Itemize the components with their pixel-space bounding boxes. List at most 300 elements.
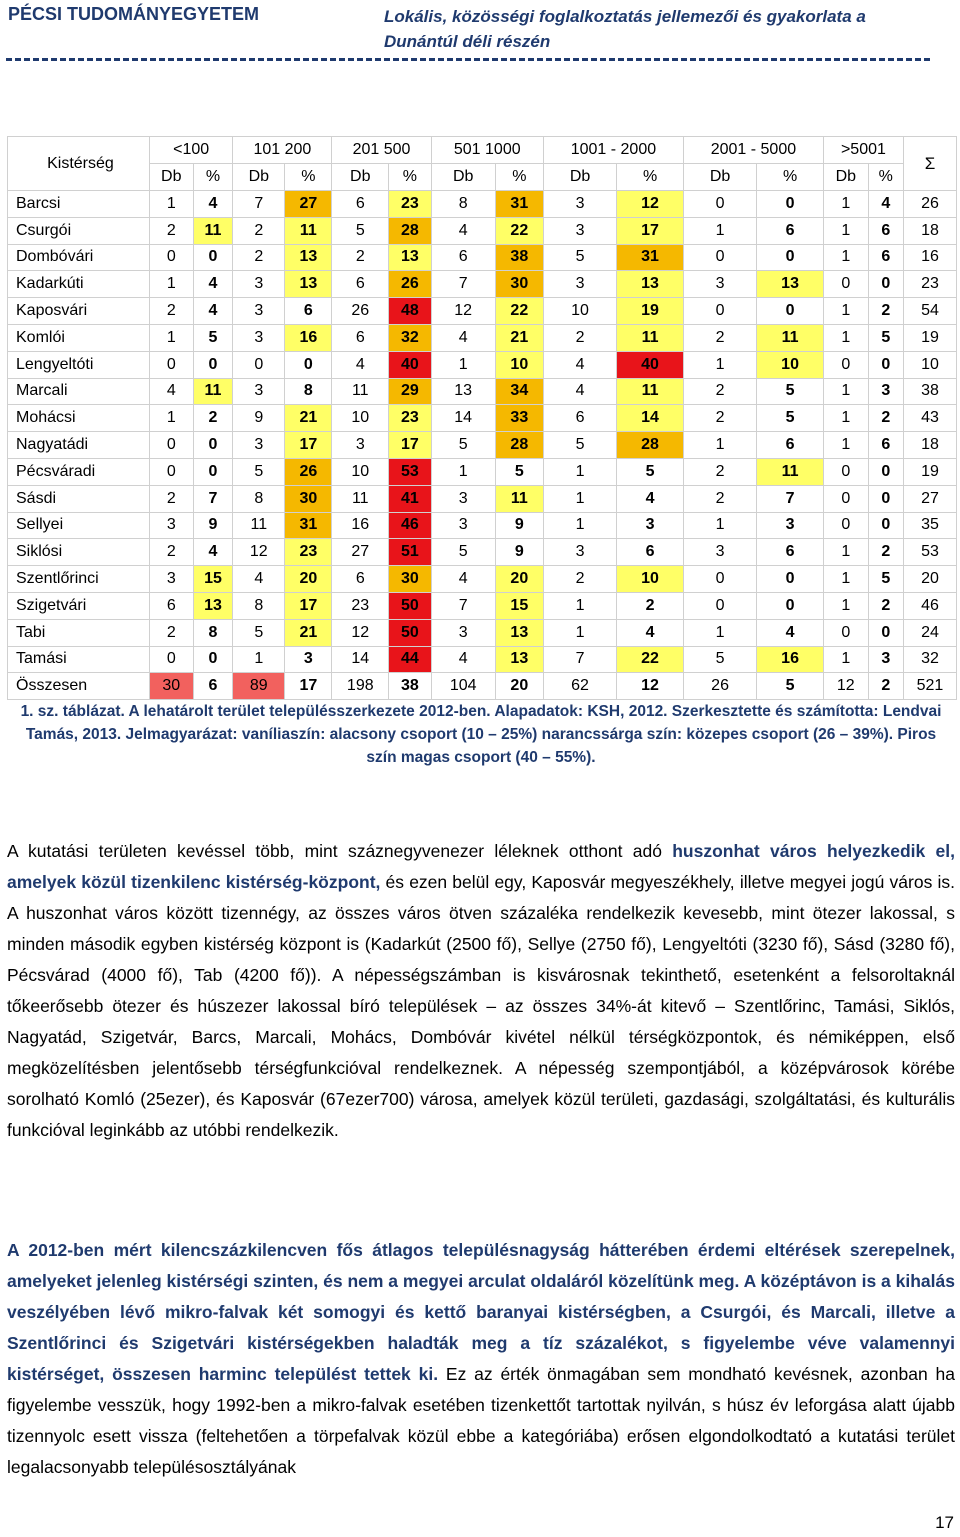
percent-cell: 31 <box>285 512 332 539</box>
count-cell: 1 <box>683 351 756 378</box>
count-cell: 4 <box>149 378 193 405</box>
count-cell: 4 <box>431 566 495 593</box>
table-row <box>8 619 957 646</box>
count-cell: 3 <box>149 566 193 593</box>
count-cell: 1 <box>683 217 756 244</box>
percent-cell: 2 <box>617 592 684 619</box>
percent-cell: 33 <box>495 405 543 432</box>
count-cell: 1 <box>823 324 868 351</box>
percent-cell: 11 <box>757 324 824 351</box>
count-cell: 2 <box>149 539 193 566</box>
count-cell: 6 <box>332 566 389 593</box>
count-cell: 7 <box>431 271 495 298</box>
percent-cell: 40 <box>389 351 432 378</box>
count-cell: 4 <box>332 351 389 378</box>
table-row <box>8 512 957 539</box>
count-cell: 0 <box>823 619 868 646</box>
percent-cell: 21 <box>285 405 332 432</box>
percent-cell: 0 <box>868 271 903 298</box>
percent-cell: 12 <box>617 673 684 700</box>
table-row <box>8 566 957 593</box>
count-cell: 1 <box>543 458 616 485</box>
percent-cell: 5 <box>868 566 903 593</box>
percent-cell: 5 <box>495 458 543 485</box>
row-label: Összesen <box>8 673 150 700</box>
count-cell: 2 <box>233 244 285 271</box>
sub-header: Db <box>332 164 389 191</box>
percent-cell: 3 <box>617 512 684 539</box>
percent-cell: 41 <box>389 485 432 512</box>
count-cell: 0 <box>149 458 193 485</box>
count-cell: 9 <box>233 405 285 432</box>
percent-cell: 21 <box>285 619 332 646</box>
paragraph-1 <box>7 836 955 1146</box>
sub-header: Db <box>823 164 868 191</box>
sub-header: Db <box>233 164 285 191</box>
count-cell: 3 <box>543 217 616 244</box>
percent-cell: 0 <box>193 432 233 459</box>
count-cell: 2 <box>149 485 193 512</box>
count-cell: 3 <box>683 539 756 566</box>
count-cell: 1 <box>823 592 868 619</box>
count-cell: 0 <box>683 592 756 619</box>
document-title: Lokális, közösségi foglalkoztatás jellemezői és gyakorlata a Dunántúl déli részén <box>384 7 866 51</box>
percent-cell: 22 <box>617 646 684 673</box>
sum-cell: 16 <box>903 244 956 271</box>
row-label: Szentlőrinci <box>8 566 150 593</box>
percent-cell: 31 <box>617 244 684 271</box>
sum-cell: 18 <box>903 217 956 244</box>
row-label: Csurgói <box>8 217 150 244</box>
count-cell: 0 <box>233 351 285 378</box>
sum-cell: 43 <box>903 405 956 432</box>
sum-cell: 27 <box>903 485 956 512</box>
percent-cell: 3 <box>868 378 903 405</box>
row-label: Mohácsi <box>8 405 150 432</box>
percent-cell: 17 <box>285 673 332 700</box>
percent-cell: 13 <box>757 271 824 298</box>
row-label: Tamási <box>8 646 150 673</box>
count-cell: 7 <box>431 592 495 619</box>
count-cell: 0 <box>823 458 868 485</box>
corner-header: Kistérség <box>8 137 150 191</box>
sum-cell: 10 <box>903 351 956 378</box>
count-cell: 0 <box>149 646 193 673</box>
percent-cell: 10 <box>757 351 824 378</box>
percent-cell: 38 <box>389 673 432 700</box>
percent-cell: 6 <box>757 539 824 566</box>
count-cell: 1 <box>543 592 616 619</box>
count-cell: 1 <box>543 512 616 539</box>
percent-cell: 17 <box>285 592 332 619</box>
count-cell: 11 <box>332 378 389 405</box>
count-cell: 6 <box>543 405 616 432</box>
count-cell: 4 <box>543 378 616 405</box>
count-cell: 2 <box>332 244 389 271</box>
count-cell: 3 <box>543 191 616 218</box>
percent-cell: 3 <box>868 646 903 673</box>
sub-header: % <box>389 164 432 191</box>
percent-cell: 2 <box>868 539 903 566</box>
count-cell: 3 <box>332 432 389 459</box>
table-row <box>8 217 957 244</box>
group-header: <100 <box>149 137 232 164</box>
percent-cell: 5 <box>193 324 233 351</box>
percent-cell: 5 <box>757 378 824 405</box>
count-cell: 14 <box>332 646 389 673</box>
count-cell: 30 <box>149 673 193 700</box>
count-cell: 198 <box>332 673 389 700</box>
sub-header: % <box>868 164 903 191</box>
count-cell: 1 <box>431 351 495 378</box>
sum-cell: 26 <box>903 191 956 218</box>
count-cell: 2 <box>149 619 193 646</box>
count-cell: 16 <box>332 512 389 539</box>
percent-cell: 26 <box>285 458 332 485</box>
percent-cell: 40 <box>617 351 684 378</box>
count-cell: 1 <box>823 217 868 244</box>
percent-cell: 30 <box>495 271 543 298</box>
count-cell: 6 <box>332 191 389 218</box>
count-cell: 5 <box>683 646 756 673</box>
percent-cell: 11 <box>193 217 233 244</box>
percent-cell: 9 <box>193 512 233 539</box>
percent-cell: 13 <box>285 244 332 271</box>
sum-cell: 18 <box>903 432 956 459</box>
percent-cell: 50 <box>389 619 432 646</box>
paragraph-2 <box>7 1235 955 1483</box>
count-cell: 0 <box>683 566 756 593</box>
table-row <box>8 646 957 673</box>
sum-header: Σ <box>903 137 956 191</box>
percent-cell: 13 <box>193 592 233 619</box>
percent-cell: 51 <box>389 539 432 566</box>
percent-cell: 0 <box>193 351 233 378</box>
percent-cell: 22 <box>495 298 543 325</box>
percent-cell: 0 <box>757 298 824 325</box>
percent-cell: 11 <box>495 485 543 512</box>
count-cell: 0 <box>683 298 756 325</box>
table-row <box>8 485 957 512</box>
count-cell: 1 <box>823 566 868 593</box>
row-label: Kaposvári <box>8 298 150 325</box>
count-cell: 3 <box>233 324 285 351</box>
count-cell: 4 <box>431 217 495 244</box>
percent-cell: 4 <box>193 271 233 298</box>
percent-cell: 17 <box>617 217 684 244</box>
count-cell: 10 <box>332 405 389 432</box>
count-cell: 1 <box>543 485 616 512</box>
row-label: Lengyeltóti <box>8 351 150 378</box>
percent-cell: 0 <box>757 566 824 593</box>
count-cell: 3 <box>683 271 756 298</box>
count-cell: 1 <box>233 646 285 673</box>
count-cell: 8 <box>431 191 495 218</box>
table-row <box>8 673 957 700</box>
percent-cell: 23 <box>389 191 432 218</box>
percent-cell: 2 <box>868 592 903 619</box>
percent-cell: 11 <box>757 458 824 485</box>
sub-header: % <box>757 164 824 191</box>
percent-cell: 50 <box>389 592 432 619</box>
percent-cell: 6 <box>617 539 684 566</box>
percent-cell: 14 <box>617 405 684 432</box>
percent-cell: 15 <box>193 566 233 593</box>
table-row <box>8 432 957 459</box>
count-cell: 0 <box>823 512 868 539</box>
count-cell: 4 <box>431 324 495 351</box>
row-label: Pécsváradi <box>8 458 150 485</box>
table-row <box>8 351 957 378</box>
percent-cell: 21 <box>495 324 543 351</box>
row-label: Siklósi <box>8 539 150 566</box>
percent-cell: 28 <box>617 432 684 459</box>
count-cell: 3 <box>543 271 616 298</box>
percent-cell: 6 <box>193 673 233 700</box>
sum-cell: 24 <box>903 619 956 646</box>
sum-cell: 19 <box>903 324 956 351</box>
table-row <box>8 539 957 566</box>
count-cell: 23 <box>332 592 389 619</box>
header-divider <box>6 58 930 61</box>
count-cell: 104 <box>431 673 495 700</box>
count-cell: 2 <box>233 217 285 244</box>
sub-header: % <box>617 164 684 191</box>
table-row <box>8 592 957 619</box>
count-cell: 1 <box>683 512 756 539</box>
percent-cell: 0 <box>757 592 824 619</box>
percent-cell: 17 <box>285 432 332 459</box>
percent-cell: 0 <box>757 244 824 271</box>
table-row <box>8 324 957 351</box>
settlement-structure-table <box>7 136 957 700</box>
count-cell: 8 <box>233 592 285 619</box>
percent-cell: 4 <box>757 619 824 646</box>
count-cell: 27 <box>332 539 389 566</box>
count-cell: 11 <box>233 512 285 539</box>
percent-cell: 3 <box>757 512 824 539</box>
percent-cell: 5 <box>757 405 824 432</box>
row-label: Kadarkúti <box>8 271 150 298</box>
count-cell: 7 <box>543 646 616 673</box>
count-cell: 1 <box>149 324 193 351</box>
group-header: 1001 - 2000 <box>543 137 683 164</box>
percent-cell: 6 <box>757 217 824 244</box>
count-cell: 4 <box>233 566 285 593</box>
count-cell: 3 <box>233 432 285 459</box>
count-cell: 0 <box>683 191 756 218</box>
percent-cell: 11 <box>617 378 684 405</box>
table-row <box>8 458 957 485</box>
count-cell: 5 <box>431 539 495 566</box>
count-cell: 10 <box>332 458 389 485</box>
count-cell: 1 <box>683 619 756 646</box>
percent-cell: 38 <box>495 244 543 271</box>
count-cell: 1 <box>823 539 868 566</box>
row-label: Dombóvári <box>8 244 150 271</box>
percent-cell: 2 <box>868 673 903 700</box>
count-cell: 5 <box>543 432 616 459</box>
count-cell: 3 <box>543 539 616 566</box>
table-row <box>8 271 957 298</box>
count-cell: 1 <box>823 405 868 432</box>
percent-cell: 5 <box>868 324 903 351</box>
count-cell: 26 <box>683 673 756 700</box>
row-label: Sásdi <box>8 485 150 512</box>
sub-header: % <box>285 164 332 191</box>
count-cell: 14 <box>431 405 495 432</box>
paragraph-1-text-a: A kutatási területen kevéssel több, mint száznegyvenezer léleknek otthont adó <box>7 841 673 861</box>
sum-cell: 54 <box>903 298 956 325</box>
percent-cell: 13 <box>389 244 432 271</box>
percent-cell: 6 <box>757 432 824 459</box>
percent-cell: 2 <box>868 298 903 325</box>
group-header: 201 500 <box>332 137 431 164</box>
sum-cell: 20 <box>903 566 956 593</box>
percent-cell: 7 <box>757 485 824 512</box>
percent-cell: 8 <box>193 619 233 646</box>
count-cell: 13 <box>431 378 495 405</box>
percent-cell: 0 <box>757 191 824 218</box>
percent-cell: 11 <box>193 378 233 405</box>
percent-cell: 32 <box>389 324 432 351</box>
percent-cell: 30 <box>285 485 332 512</box>
count-cell: 2 <box>683 458 756 485</box>
sum-cell: 53 <box>903 539 956 566</box>
percent-cell: 8 <box>285 378 332 405</box>
count-cell: 1 <box>543 619 616 646</box>
table-row <box>8 405 957 432</box>
sum-cell: 521 <box>903 673 956 700</box>
row-label: Barcsi <box>8 191 150 218</box>
sum-cell: 19 <box>903 458 956 485</box>
percent-cell: 46 <box>389 512 432 539</box>
count-cell: 1 <box>823 646 868 673</box>
percent-cell: 23 <box>285 539 332 566</box>
percent-cell: 31 <box>495 191 543 218</box>
row-label: Tabi <box>8 619 150 646</box>
percent-cell: 20 <box>285 566 332 593</box>
count-cell: 5 <box>332 217 389 244</box>
count-cell: 12 <box>823 673 868 700</box>
percent-cell: 16 <box>285 324 332 351</box>
count-cell: 2 <box>683 378 756 405</box>
sum-cell: 38 <box>903 378 956 405</box>
percent-cell: 0 <box>868 619 903 646</box>
paragraph-1-highlight: huszonhat város helyezkedik el, amelyek közül tizenkilenc kistérség-központ, <box>7 841 956 892</box>
count-cell: 2 <box>683 324 756 351</box>
count-cell: 1 <box>149 405 193 432</box>
sub-header: Db <box>683 164 756 191</box>
count-cell: 0 <box>823 351 868 378</box>
percent-cell: 4 <box>617 485 684 512</box>
count-cell: 2 <box>683 405 756 432</box>
count-cell: 3 <box>233 378 285 405</box>
count-cell: 6 <box>149 592 193 619</box>
sum-cell: 35 <box>903 512 956 539</box>
percent-cell: 28 <box>495 432 543 459</box>
percent-cell: 28 <box>389 217 432 244</box>
count-cell: 2 <box>149 217 193 244</box>
percent-cell: 5 <box>617 458 684 485</box>
count-cell: 7 <box>233 191 285 218</box>
count-cell: 3 <box>233 298 285 325</box>
percent-cell: 6 <box>868 432 903 459</box>
percent-cell: 27 <box>285 191 332 218</box>
count-cell: 2 <box>543 566 616 593</box>
count-cell: 5 <box>233 619 285 646</box>
percent-cell: 9 <box>495 512 543 539</box>
percent-cell: 44 <box>389 646 432 673</box>
percent-cell: 11 <box>285 217 332 244</box>
sub-header: % <box>495 164 543 191</box>
percent-cell: 0 <box>868 485 903 512</box>
count-cell: 12 <box>233 539 285 566</box>
percent-cell: 53 <box>389 458 432 485</box>
group-header: 501 1000 <box>431 137 543 164</box>
percent-cell: 19 <box>617 298 684 325</box>
count-cell: 6 <box>332 324 389 351</box>
count-cell: 5 <box>543 244 616 271</box>
percent-cell: 13 <box>495 619 543 646</box>
percent-cell: 34 <box>495 378 543 405</box>
percent-cell: 12 <box>617 191 684 218</box>
paragraph-2-text: Ez az érték önmagában sem mondható kevésnek, azonban ha figyelembe vesszük, hogy 1992-ben a mikro-falvak esetében tizenkettőt tartottak nyilván, s húsz év leforgása alatt újabb tizennyolc esett vissza (feltehetően a törpefalvak közül ebbe a kategóriába) erősen elgondolkodtató a kutatási terület legalacsonyabb településosztályának <box>7 1364 955 1477</box>
percent-cell: 13 <box>285 271 332 298</box>
percent-cell: 15 <box>495 592 543 619</box>
table-row <box>8 244 957 271</box>
percent-cell: 5 <box>757 673 824 700</box>
percent-cell: 3 <box>285 646 332 673</box>
row-label: Nagyatádi <box>8 432 150 459</box>
university-name: PÉCSI TUDOMÁNYEGYETEM <box>8 4 260 24</box>
table-caption: 1. sz. táblázat. A lehatárolt terület településszerkezete 2012-ben. Alapadatok: KSH, 2012. Szerkesztette és számította: Lendvai Tamás, 2013. Jelmagyarázat: vaníliaszín: alacsony csoport (10 – 25%) narancssárga szín: közepes csoport (26 – 39%). Piros szín magas csoport (40 – 55%). <box>20 703 942 766</box>
percent-cell: 22 <box>495 217 543 244</box>
percent-cell: 20 <box>495 566 543 593</box>
percent-cell: 4 <box>193 191 233 218</box>
group-header: 2001 - 5000 <box>683 137 823 164</box>
percent-cell: 0 <box>193 244 233 271</box>
percent-cell: 2 <box>868 405 903 432</box>
sub-header: % <box>193 164 233 191</box>
percent-cell: 9 <box>495 539 543 566</box>
percent-cell: 4 <box>193 298 233 325</box>
count-cell: 3 <box>149 512 193 539</box>
percent-cell: 0 <box>868 351 903 378</box>
page-number: 17 <box>935 1513 954 1532</box>
count-cell: 1 <box>149 191 193 218</box>
percent-cell: 23 <box>389 405 432 432</box>
percent-cell: 13 <box>617 271 684 298</box>
percent-cell: 4 <box>193 539 233 566</box>
count-cell: 6 <box>431 244 495 271</box>
count-cell: 10 <box>543 298 616 325</box>
row-label: Sellyei <box>8 512 150 539</box>
sum-cell: 32 <box>903 646 956 673</box>
count-cell: 1 <box>431 458 495 485</box>
percent-cell: 0 <box>285 351 332 378</box>
paragraph-2-highlight: A 2012-ben mért kilencszázkilencven fős átlagos településnagyság hátterében érdemi eltérések szerepelnek, amelyeket jelenleg kistérségi szinten, és nem a megyei arculat oldaláról közelítünk meg. A középtávon is a kihalás veszélyében lévő mikro-falvak két somogyi és kettő baranyai kistérségben, a Csurgói, és Marcali, illetve a Szentlőrinci és Szigetvári kistérségekben haladták meg a tíz százalékot, s figyelembe véve valamennyi kistérséget, összesen harminc települést tettek ki. <box>7 1240 955 1384</box>
count-cell: 0 <box>149 351 193 378</box>
count-cell: 2 <box>149 298 193 325</box>
sum-cell: 46 <box>903 592 956 619</box>
row-label: Szigetvári <box>8 592 150 619</box>
percent-cell: 6 <box>868 244 903 271</box>
percent-cell: 48 <box>389 298 432 325</box>
count-cell: 11 <box>332 485 389 512</box>
count-cell: 1 <box>823 244 868 271</box>
percent-cell: 4 <box>617 619 684 646</box>
